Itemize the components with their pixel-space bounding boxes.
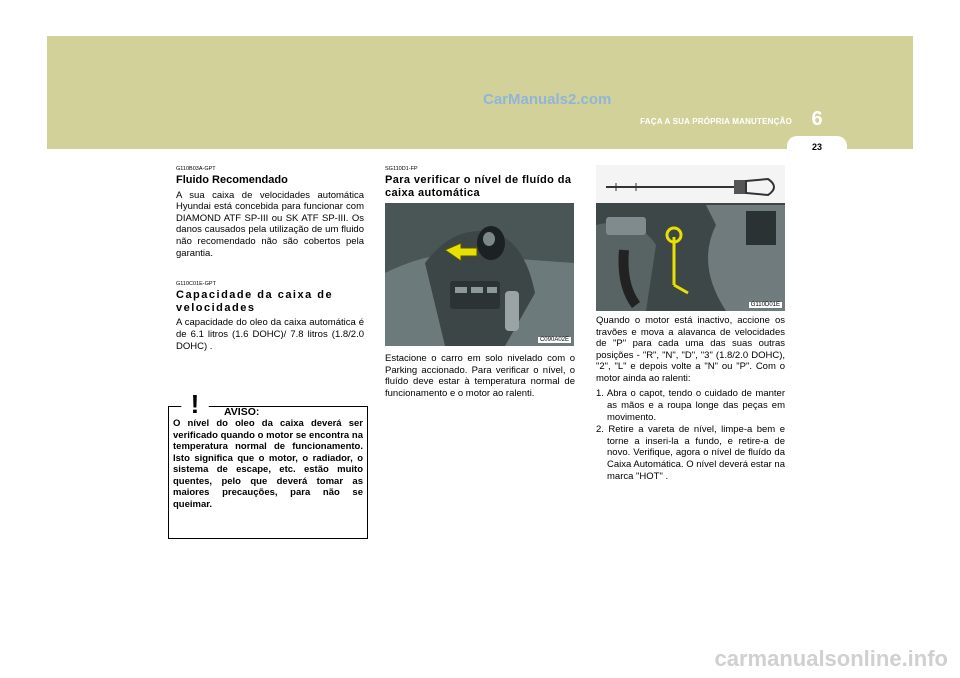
column-2 xyxy=(385,166,575,202)
figure-code: G110D01E xyxy=(750,302,780,308)
warning-box xyxy=(168,406,368,539)
page-number: 23 xyxy=(811,142,822,152)
watermark-top[interactable]: CarManuals2.com xyxy=(483,91,612,108)
section-text: Estacione o carro em solo nivelado com o Parking accionado. Para verificar o nível, o fluído deve estar à temperatura normal de funcionamento e o motor ao ralenti. xyxy=(385,353,575,399)
dipstick-figure xyxy=(596,165,785,311)
warning-icon xyxy=(180,389,210,419)
warning-title: AVISO: xyxy=(224,406,260,418)
svg-text:!: ! xyxy=(190,389,200,419)
step-list xyxy=(596,388,785,482)
section-code: SG110D1-FP xyxy=(385,166,418,172)
column-3 xyxy=(596,315,785,483)
header-band xyxy=(47,36,913,149)
section-title: Fluido Recomendado xyxy=(176,174,288,186)
section-code: G110B03A-GPT xyxy=(176,166,216,172)
gear-shift-illustration xyxy=(385,203,574,346)
chapter-number: 6 xyxy=(811,108,823,130)
watermark-bottom[interactable]: carmanualsonline.info xyxy=(714,646,948,671)
figure-code: C090A02E xyxy=(539,337,569,343)
section-text: A sua caixa de velocidades automática Hyundai está concebida para funcionar com DIAMOND ATF SP-III ou SK ATF SP-III. Os danos causados pela utilização de um fluido não recomendado não são cobertos pela garantia. xyxy=(176,189,364,259)
list-item: 2. Retire a vareta de nível, limpe-a bem e torne a inseri-la a fundo, e retire-a de novo. Verifique, agora o nível de fluído da Caixa Automática. O nível deverá estar na marca "HOT" . xyxy=(596,424,785,482)
section-code: G110C01E-GPT xyxy=(176,281,216,288)
section-title: Para verificar o nível de fluído da caixa automática xyxy=(385,174,572,199)
dipstick-illustration xyxy=(596,165,785,311)
warning-text: O nível do oleo da caixa deverá ser verificado quando o motor se encontra na temperatura normal de funcionamento. Isto significa que o motor, o radiador, o sistema de escape, etc. estão muito quentes, pelo que deverá tomar as maiores precauções, para não se queimar. xyxy=(173,418,363,511)
column-2-text xyxy=(385,353,575,399)
list-item: 1. Abra o capot, tendo o cuidado de manter as mãos e a roupa longe das peças em movimento. xyxy=(596,388,785,423)
section-text: A capacidade do oleo da caixa automática é de 6.1 litros (1.6 DOHC)/ 7.8 litros (1.8/2.0 DOHC) . xyxy=(176,317,364,352)
chapter-title: FAÇA A SUA PRÓPRIA MANUTENÇÃO xyxy=(640,117,792,126)
section-title: Capacidade da caixa de velocidades xyxy=(176,289,334,314)
section-text: Quando o motor está inactivo, accione os travões e mova a alavanca de velocidades de "P" para cada uma das suas outras posições - "R", "N", "D", "3" (1.8/2.0 DOHC), "2", "L" e depois volte a "N" ou "P". Com o motor ainda ao ralenti: xyxy=(596,315,785,384)
gear-shift-figure xyxy=(385,203,574,346)
column-1 xyxy=(176,166,364,352)
